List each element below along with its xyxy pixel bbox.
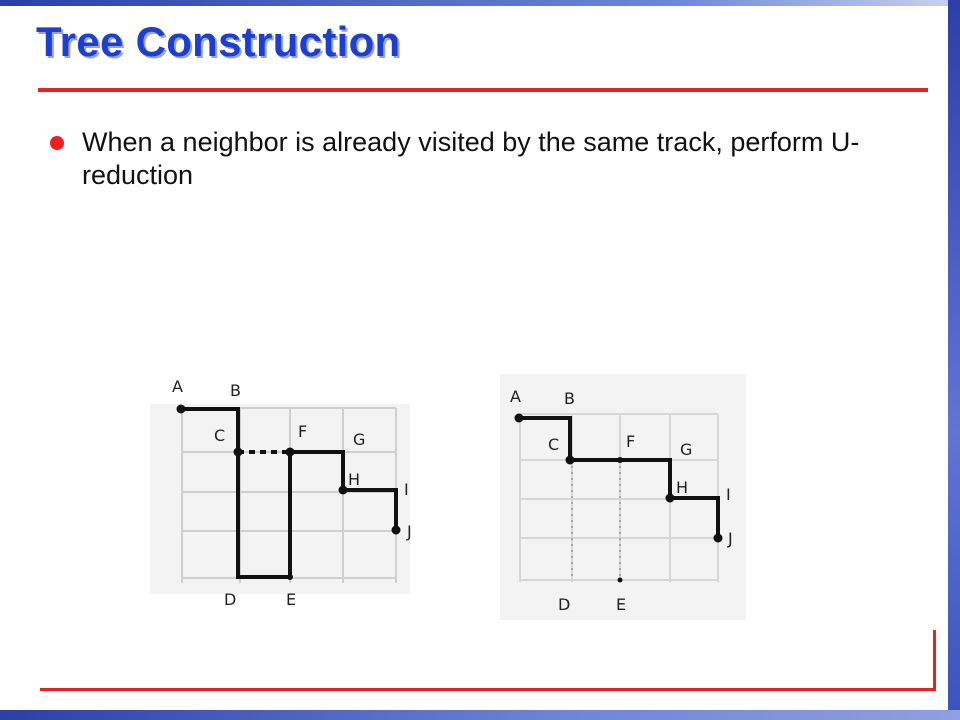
label-b: B [564,389,575,408]
node-j [392,526,401,535]
node-f [286,448,295,457]
diagram-after-reduction [490,372,760,627]
node-c [234,448,243,457]
node-a [177,405,186,414]
label-h: H [676,478,689,497]
label-e: E [286,590,297,609]
node-e [287,574,293,580]
label-j: J [728,529,733,548]
node-a [515,414,524,423]
footer-rule-corner [933,630,936,691]
label-a: A [172,377,183,396]
footer-rule [40,688,936,691]
label-c: C [214,426,226,445]
node-e [618,578,623,583]
top-frame-bar [0,0,960,6]
label-j: J [407,522,412,541]
diagram-before-svg [150,368,420,618]
label-c: C [548,435,560,454]
node-h [339,486,348,495]
label-d: D [558,595,571,614]
label-b: B [230,381,241,400]
label-i: I [404,480,409,499]
bullet-item [50,126,870,192]
label-d: D [224,590,237,609]
bullet-text: When a neighbor is already visited by the same track, perform U-reduction [82,127,860,190]
bottom-frame-bar [0,710,960,720]
label-i: I [726,485,731,504]
right-frame-bar [948,0,960,720]
bullet-dot-icon [50,136,64,150]
label-f: F [626,432,636,451]
label-h: H [348,470,361,489]
diagram-before-reduction [150,368,420,623]
label-a: A [510,387,521,406]
title-underline [38,88,928,92]
diagram-after-svg [490,372,760,622]
slide-title: Tree Construction [36,18,401,65]
node-h [666,494,675,503]
label-g: G [680,440,693,459]
diagram-background [150,404,410,594]
label-g: G [353,430,366,449]
label-e: E [616,595,627,614]
label-f: F [298,422,308,441]
node-f [617,457,623,463]
node-c [566,456,575,465]
node-j [714,534,723,543]
